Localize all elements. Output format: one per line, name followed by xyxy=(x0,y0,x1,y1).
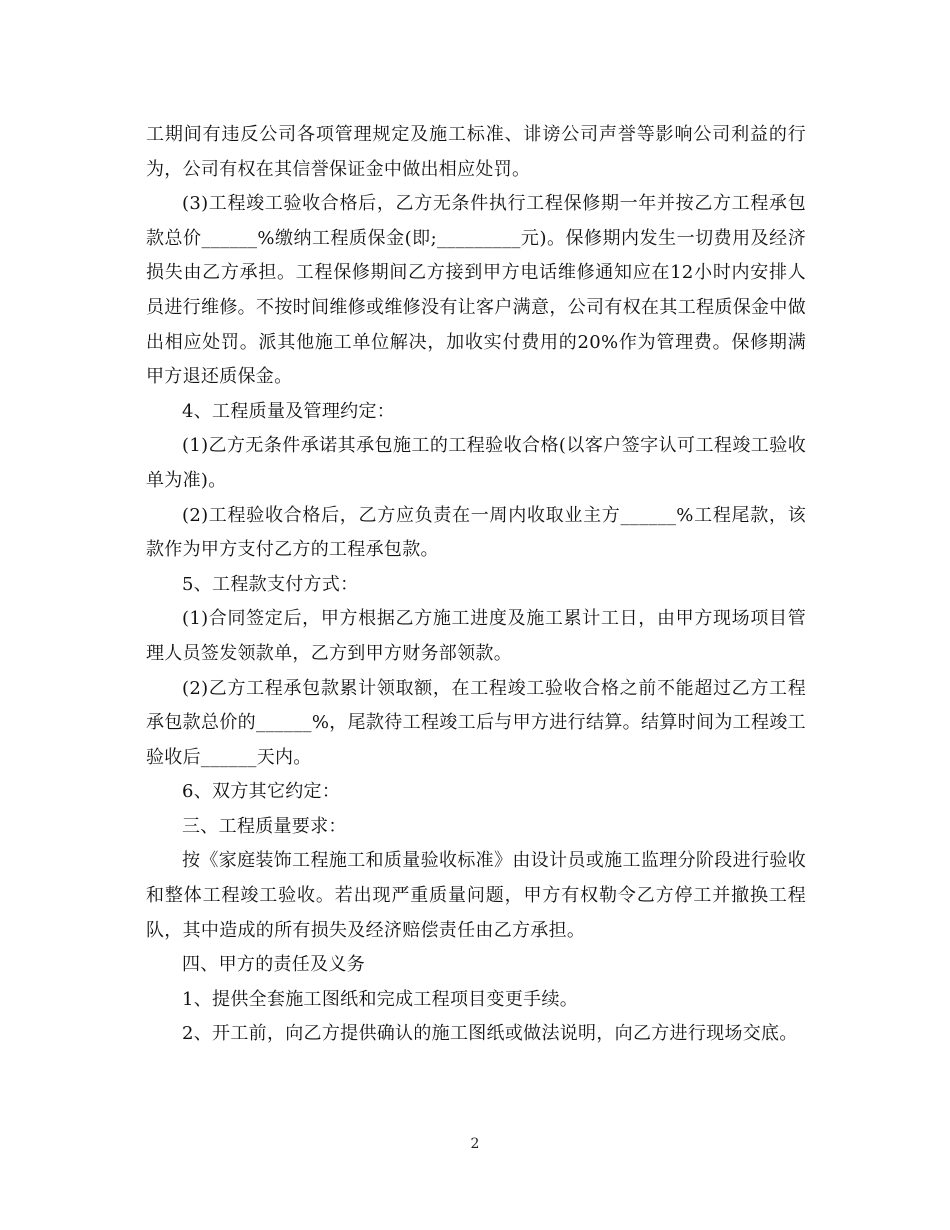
paragraph-8: (2)乙方工程承包款累计领取额，在工程竣工验收合格之前不能超过乙方工程承包款总价的______%，尾款待工程竣工后与甲方进行结算。结算时间为工程竣工验收后______天内。 xyxy=(146,677,806,768)
paragraph-10: 三、工程质量要求： xyxy=(182,815,347,837)
paragraph-14: 2、开工前，向乙方提供确认的施工图纸或做法说明，向乙方进行现场交底。 xyxy=(182,1023,798,1045)
paragraph-6: 5、工程款支付方式： xyxy=(182,573,359,595)
paragraph-2: (3)工程竣工验收合格后，乙方无条件执行工程保修期一年并按乙方工程承包款总价______%缴纳工程质保金(即;_________元)。保修期内发生一切费用及经济损失由乙方承担。工程保修期间乙方接到甲方电话维修通知应在12小时内安排人员进行维修。不按时间维修或维修没有让客户满意，公司有权在其工程质保金中做出相应处罚。派其他施工单位解决，加收实付费用的20%作为管理费。保修期满甲方退还质保金。 xyxy=(146,193,806,388)
page-number: 2 xyxy=(470,1136,480,1152)
paragraph-11: 按《家庭装饰工程施工和质量验收标准》由设计员或施工监理分阶段进行验收和整体工程竣工验收。若出现严重质量问题，甲方有权勒令乙方停工并撤换工程队，其中造成的所有损失及经济赔偿责任由乙方承担。 xyxy=(146,850,806,941)
paragraph-12: 四、甲方的责任及义务 xyxy=(182,954,365,976)
paragraph-7: (1)合同签定后，甲方根据乙方施工进度及施工累计工日，由甲方现场项目管理人员签发领款单，乙方到甲方财务部领款。 xyxy=(146,608,806,664)
paragraph-13: 1、提供全套施工图纸和完成工程项目变更手续。 xyxy=(182,988,579,1010)
paragraph-4: (1)乙方无条件承诺其承包施工的工程验收合格(以客户签字认可工程竣工验收单为准)。 xyxy=(146,435,806,491)
document-body xyxy=(146,118,806,1052)
paragraph-5: (2)工程验收合格后，乙方应负责在一周内收取业主方______%工程尾款，该款作为甲方支付乙方的工程承包款。 xyxy=(146,504,806,561)
paragraph-1: 工期间有违反公司各项管理规定及施工标准、诽谤公司声誉等影响公司利益的行为，公司有权在其信誉保证金中做出相应处罚。 xyxy=(146,124,806,180)
paragraph-3: 4、工程质量及管理约定： xyxy=(182,400,396,422)
paragraph-9: 6、双方其它约定： xyxy=(182,781,341,803)
